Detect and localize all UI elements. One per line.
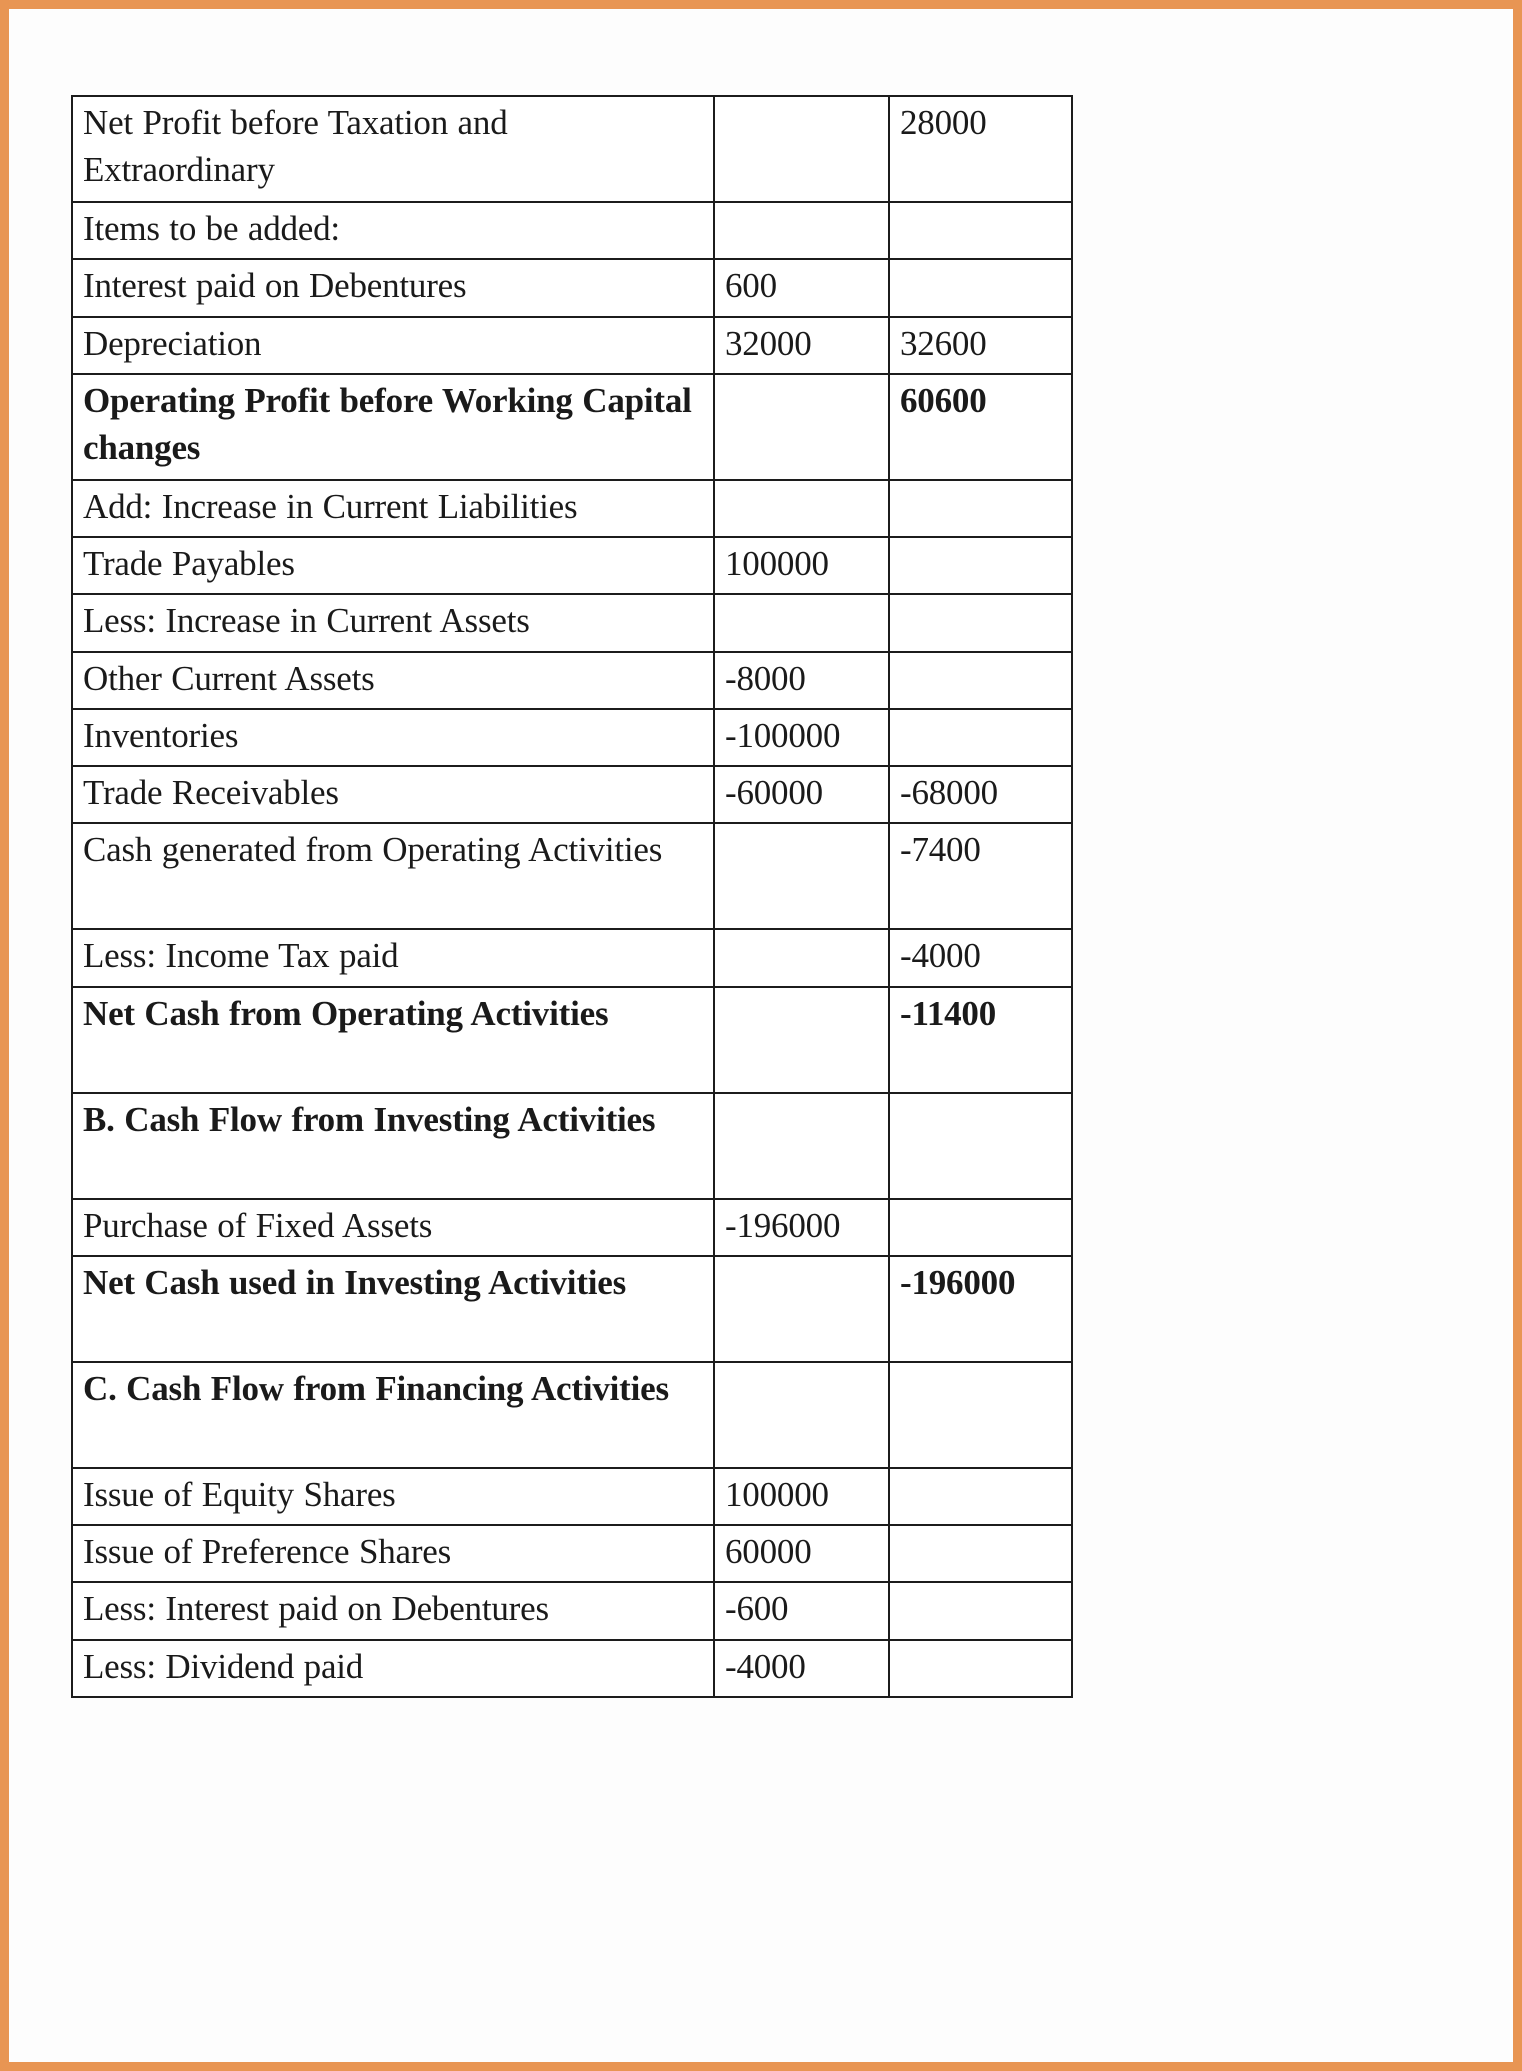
row-amount-cell — [714, 1256, 889, 1362]
cash-flow-statement-table — [71, 95, 1073, 1698]
row-amount-cell: -600 — [714, 1582, 889, 1639]
row-label-cell: Net Cash from Operating Activities — [72, 987, 714, 1093]
row-label-cell: Less: Increase in Current Assets — [72, 594, 714, 651]
table-row — [72, 929, 1072, 986]
row-label-cell: Less: Interest paid on Debentures — [72, 1582, 714, 1639]
row-total-cell — [889, 1468, 1072, 1525]
table-body — [72, 96, 1072, 1697]
table-row — [72, 594, 1072, 651]
row-total-cell — [889, 1093, 1072, 1199]
table-row — [72, 1199, 1072, 1256]
row-total-cell — [889, 652, 1072, 709]
table-row — [72, 1640, 1072, 1697]
row-label-cell: C. Cash Flow from Financing Activities — [72, 1362, 714, 1468]
row-label-cell: Other Current Assets — [72, 652, 714, 709]
row-total-cell — [889, 537, 1072, 594]
row-label-cell: Interest paid on Debentures — [72, 259, 714, 316]
row-label-cell: Depreciation — [72, 317, 714, 374]
row-total-cell: 60600 — [889, 374, 1072, 480]
row-total-cell: 32600 — [889, 317, 1072, 374]
row-amount-cell: -100000 — [714, 709, 889, 766]
table-row — [72, 1468, 1072, 1525]
row-label-cell: Trade Receivables — [72, 766, 714, 823]
row-total-cell: -196000 — [889, 1256, 1072, 1362]
row-amount-cell — [714, 480, 889, 537]
row-amount-cell: 60000 — [714, 1525, 889, 1582]
row-amount-cell: -60000 — [714, 766, 889, 823]
row-amount-cell — [714, 1362, 889, 1468]
row-total-cell — [889, 259, 1072, 316]
table-row — [72, 317, 1072, 374]
table-row — [72, 259, 1072, 316]
row-amount-cell: -196000 — [714, 1199, 889, 1256]
row-label-cell: Cash generated from Operating Activities — [72, 823, 714, 929]
page-sheet — [9, 9, 1513, 2062]
row-amount-cell: -4000 — [714, 1640, 889, 1697]
row-total-cell — [889, 709, 1072, 766]
row-label-cell: Issue of Equity Shares — [72, 1468, 714, 1525]
row-amount-cell: 100000 — [714, 1468, 889, 1525]
row-amount-cell — [714, 987, 889, 1093]
row-total-cell — [889, 480, 1072, 537]
row-total-cell — [889, 1199, 1072, 1256]
row-total-cell — [889, 202, 1072, 259]
row-label-cell: Less: Income Tax paid — [72, 929, 714, 986]
table-row — [72, 1256, 1072, 1362]
row-total-cell: 28000 — [889, 96, 1072, 202]
row-total-cell — [889, 1362, 1072, 1468]
table-row — [72, 823, 1072, 929]
row-amount-cell: -8000 — [714, 652, 889, 709]
row-total-cell — [889, 1525, 1072, 1582]
table-row — [72, 987, 1072, 1093]
row-label-cell: Net Profit before Taxation and Extraordinary — [72, 96, 714, 202]
row-label-cell: Items to be added: — [72, 202, 714, 259]
row-label-cell: B. Cash Flow from Investing Activities — [72, 1093, 714, 1199]
table-row — [72, 709, 1072, 766]
table-row — [72, 1093, 1072, 1199]
row-amount-cell — [714, 594, 889, 651]
row-amount-cell — [714, 202, 889, 259]
row-total-cell: -4000 — [889, 929, 1072, 986]
row-amount-cell — [714, 929, 889, 986]
row-amount-cell — [714, 823, 889, 929]
row-label-cell: Add: Increase in Current Liabilities — [72, 480, 714, 537]
table-row — [72, 537, 1072, 594]
row-label-cell: Net Cash used in Investing Activities — [72, 1256, 714, 1362]
row-label-cell: Trade Payables — [72, 537, 714, 594]
row-total-cell: -11400 — [889, 987, 1072, 1093]
row-label-cell: Operating Profit before Working Capital changes — [72, 374, 714, 480]
row-amount-cell: 600 — [714, 259, 889, 316]
row-total-cell — [889, 1582, 1072, 1639]
table-row — [72, 766, 1072, 823]
row-amount-cell — [714, 96, 889, 202]
row-amount-cell — [714, 374, 889, 480]
row-amount-cell — [714, 1093, 889, 1199]
row-label-cell: Issue of Preference Shares — [72, 1525, 714, 1582]
row-amount-cell: 32000 — [714, 317, 889, 374]
row-total-cell — [889, 1640, 1072, 1697]
cash-flow-table-container — [71, 95, 1071, 1698]
row-label-cell: Inventories — [72, 709, 714, 766]
table-row — [72, 652, 1072, 709]
row-total-cell: -7400 — [889, 823, 1072, 929]
table-row — [72, 1362, 1072, 1468]
row-label-cell: Less: Dividend paid — [72, 1640, 714, 1697]
table-row — [72, 480, 1072, 537]
table-row — [72, 96, 1072, 202]
row-amount-cell: 100000 — [714, 537, 889, 594]
row-total-cell: -68000 — [889, 766, 1072, 823]
row-label-cell: Purchase of Fixed Assets — [72, 1199, 714, 1256]
row-total-cell — [889, 594, 1072, 651]
table-row — [72, 202, 1072, 259]
table-row — [72, 374, 1072, 480]
table-row — [72, 1582, 1072, 1639]
table-row — [72, 1525, 1072, 1582]
